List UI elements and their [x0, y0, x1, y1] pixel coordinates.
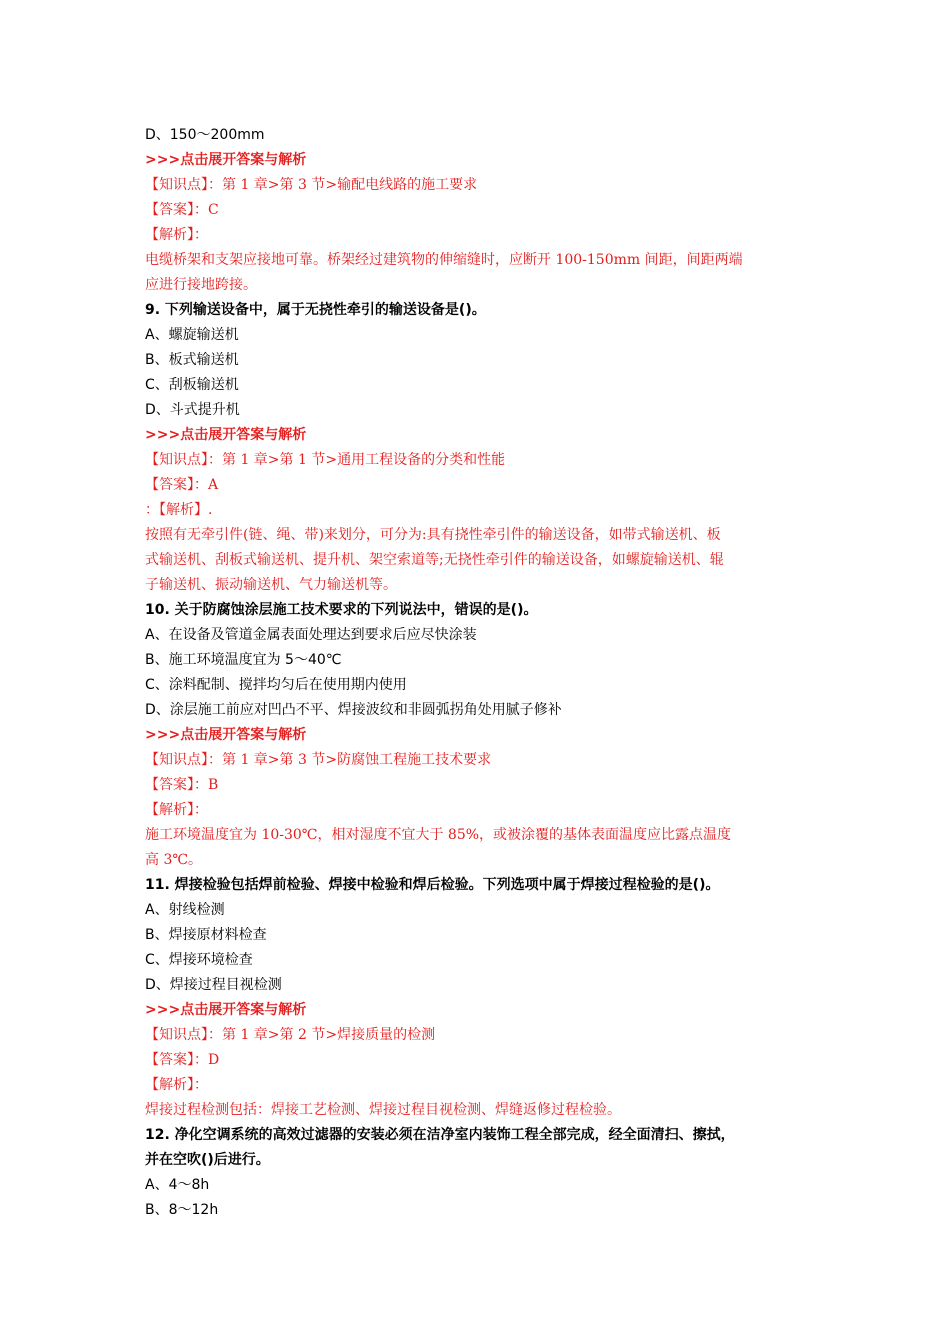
q10-analysis-label: 【解析】：: [145, 802, 208, 818]
q9-analysis-line-2: 式输送机、刮板式输送机、提升机、架空索道等;无挠性牵引件的输送设备，如螺旋输送机、辊: [145, 552, 724, 568]
q11-option-c: C、焊接环境检查: [145, 952, 253, 968]
q9-option-d: D、斗式提升机: [145, 402, 240, 418]
q11-knowledge-point: 【知识点】：第 1 章>第 2 节>焊接质量的检测: [145, 1027, 436, 1043]
q12-option-a: A、4～8h: [145, 1177, 210, 1193]
q9-analysis-line-3: 子输送机、振动输送机、气力输送机等。: [145, 577, 397, 593]
q10-option-c: C、涂料配制、搅拌均匀后在使用期内使用: [145, 677, 407, 693]
q9-option-b: B、板式输送机: [145, 352, 239, 368]
q10-stem: 10. 关于防腐蚀涂层施工技术要求的下列说法中，错误的是()。: [145, 602, 538, 618]
q8-analysis-line-1: 电缆桥架和支架应接地可靠。桥架经过建筑物的伸缩缝时，应断开 100-150mm 间距，间距两端: [145, 252, 743, 268]
q10-expand-answer-link[interactable]: >>>点击展开答案与解析: [145, 727, 307, 743]
q11-answer: 【答案】：D: [145, 1052, 220, 1068]
q11-expand-answer-link[interactable]: >>>点击展开答案与解析: [145, 1002, 307, 1018]
q10-knowledge-point: 【知识点】：第 1 章>第 3 节>防腐蚀工程施工技术要求: [145, 752, 492, 768]
q11-option-d: D、焊接过程目视检测: [145, 977, 282, 993]
q8-knowledge-point: 【知识点】：第 1 章>第 3 节>输配电线路的施工要求: [145, 177, 478, 193]
q12-stem-line-1: 12. 净化空调系统的高效过滤器的安装必须在洁净室内装饰工程全部完成，经全面清扫、擦拭，: [145, 1127, 735, 1143]
q9-option-c: C、刮板输送机: [145, 377, 239, 393]
q8-analysis-line-2: 应进行接地跨接。: [145, 277, 257, 293]
q11-option-a: A、射线检测: [145, 902, 225, 918]
q11-analysis-label: 【解析】：: [145, 1077, 208, 1093]
q9-answer: 【答案】：A: [145, 477, 219, 493]
document-page: [145, 123, 810, 1223]
q11-option-b: B、焊接原材料检查: [145, 927, 267, 943]
q10-option-a: A、在设备及管道金属表面处理达到要求后应尽快涂装: [145, 627, 477, 643]
q10-analysis-line-2: 高 3℃。: [145, 852, 203, 868]
q12-option-b: B、8～12h: [145, 1202, 219, 1218]
q10-answer: 【答案】：B: [145, 777, 219, 793]
q8-answer: 【答案】：C: [145, 202, 219, 218]
q11-stem: 11. 焊接检验包括焊前检验、焊接中检验和焊后检验。下列选项中属于焊接过程检验的是()。: [145, 877, 720, 893]
q8-expand-answer-link[interactable]: >>>点击展开答案与解析: [145, 152, 307, 168]
q9-analysis-label: ：【解析】.: [145, 502, 213, 518]
q10-option-b: B、施工环境温度宜为 5～40℃: [145, 652, 342, 668]
q8-analysis-label: 【解析】：: [145, 227, 208, 243]
q11-analysis-line-1: 焊接过程检测包括：焊接工艺检测、焊接过程目视检测、焊缝返修过程检验。: [145, 1102, 621, 1118]
q9-expand-answer-link[interactable]: >>>点击展开答案与解析: [145, 427, 307, 443]
q10-option-d: D、涂层施工前应对凹凸不平、焊接波纹和非圆弧拐角处用腻子修补: [145, 702, 562, 718]
q9-option-a: A、螺旋输送机: [145, 327, 239, 343]
q12-stem-line-2: 并在空吹()后进行。: [145, 1152, 270, 1168]
q9-stem: 9. 下列输送设备中，属于无挠性牵引的输送设备是()。: [145, 302, 486, 318]
q8-option-d: D、150～200mm: [145, 127, 265, 143]
q9-knowledge-point: 【知识点】：第 1 章>第 1 节>通用工程设备的分类和性能: [145, 452, 506, 468]
q10-analysis-line-1: 施工环境温度宜为 10-30℃，相对湿度不宜大于 85%，或被涂覆的基体表面温度应比露点温度: [145, 827, 732, 843]
q9-analysis-line-1: 按照有无牵引件(链、绳、带)来划分，可分为:具有挠性牵引件的输送设备，如带式输送机、板: [145, 527, 721, 543]
